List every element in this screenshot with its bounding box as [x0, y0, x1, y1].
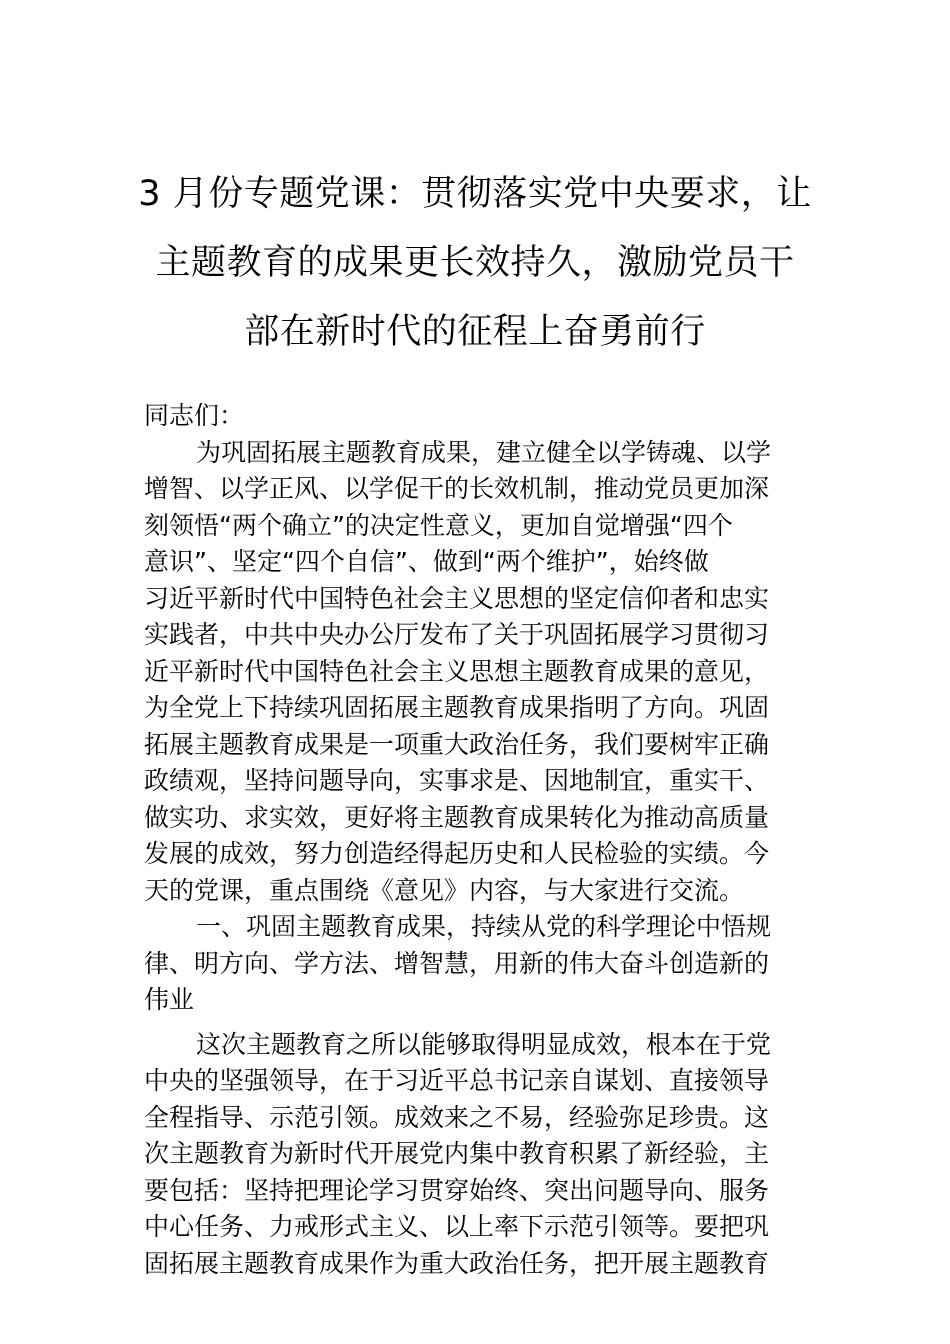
paragraph-line: 拓展主题教育成果是一项重大政治任务，我们要树牢正确 — [144, 729, 770, 759]
paragraph-line: 近平新时代中国特色社会主义思想主题教育成果的意见， — [144, 656, 770, 686]
paragraph-line: 中心任务、力戒形式主义、以上率下示范引领等。要把巩 — [144, 1212, 770, 1241]
paragraph-line: 为全党上下持续巩固拓展主题教育成果指明了方向。巩固 — [144, 693, 770, 722]
heading-line: 一、巩固主题教育成果，持续从党的科学理论中悟规 — [196, 912, 772, 941]
title-line-3: 部在新时代的征程上奋勇前行 — [244, 312, 706, 352]
paragraph-line: 次主题教育为新时代开展党内集中教育积累了新经验，主 — [144, 1139, 770, 1168]
paragraph-line: 全程指导、示范引领。成效来之不易，经验弥足珍贵。这 — [144, 1102, 770, 1132]
title-line-1: 3 月份专题党课：贯彻落实党中央要求，让 — [138, 174, 812, 214]
paragraph-line: 天的党课，重点围绕《意见》内容，与大家进行交流。 — [144, 875, 745, 905]
paragraph-line: 做实功、求实效，更好将主题教育成果转化为推动高质量 — [144, 802, 770, 832]
paragraph-line: 习近平新时代中国特色社会主义思想的坚定信仰者和忠实 — [144, 583, 770, 613]
paragraph-intro — [144, 435, 814, 910]
paragraph-line: 政绩观，坚持问题导向，实事求是、因地制宜，重实干、 — [144, 766, 770, 795]
paragraph-line: 要包括：坚持把理论学习贯穿始终、突出问题导向、服务 — [144, 1175, 770, 1205]
paragraph-line: 刻领悟“两个确立”的决定性意义，更加自觉增强“四个 — [144, 510, 733, 540]
paragraph-line: 增智、以学正风、以学促干的长效机制，推动党员更加深 — [144, 474, 770, 503]
paragraph-line: 这次主题教育之所以能够取得明显成效，根本在于党 — [196, 1029, 772, 1059]
document-title — [120, 160, 830, 367]
paragraph-line: 实践者，中共中央办公厅发布了关于巩固拓展学习贯彻习 — [144, 620, 770, 649]
title-line-2: 主题教育的成果更长效持久，激励党员干 — [155, 243, 795, 283]
paragraph-line: 发展的成效，努力创造经得起历史和人民检验的实绩。今 — [144, 839, 770, 868]
paragraph-line: 中央的坚强领导，在于习近平总书记亲自谋划、直接领导 — [144, 1066, 770, 1095]
paragraph-line: 意识”、坚定“四个自信”、做到“两个维护”，始终做 — [144, 547, 709, 576]
paragraph-line: 为巩固拓展主题教育成果，建立健全以学铸魂、以学 — [196, 437, 772, 467]
document-body — [144, 398, 814, 1282]
heading-line: 律、明方向、学方法、增智慧，用新的伟大奋斗创造新的 — [144, 948, 770, 978]
spacer — [144, 1019, 814, 1027]
paragraph-line: 固拓展主题教育成果作为重大政治任务，把开展主题教育 — [144, 1248, 770, 1278]
heading-line: 伟业 — [144, 985, 195, 1014]
salutation: 同志们： — [144, 401, 245, 430]
paragraph-section-1 — [144, 1027, 814, 1283]
section-heading-1 — [144, 909, 814, 1019]
